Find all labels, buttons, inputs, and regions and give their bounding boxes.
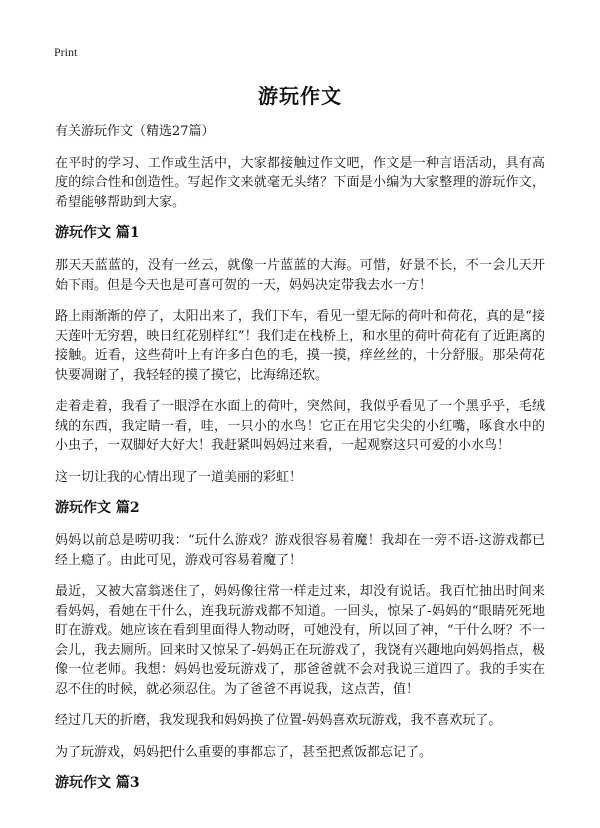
paragraph: 这一切让我的心情出现了一道美丽的彩虹！ xyxy=(55,469,303,485)
paragraph: 最近，又被大富翁迷住了，妈妈像往常一样走过来，却没有说话。我百忙抽出时间来看妈妈，看她在干什么，连我玩游戏都不知道。一回头，惊呆了-妈妈的“眼睛死死地盯在游戏。她应该在看到里面得人物动呀，可她没有，所以回了神，“干什么呀？不一会儿，我去厕所。回来时又惊呆了-妈妈正在玩游戏了，我饶有兴趣地向妈妈指点，极像一位老师。我想：妈妈也爱玩游戏了，那爸爸就不会对我说三道四了。我的手实在忍不住的时候，就必须忍住。为了爸爸不再说我，这点苦，值！ xyxy=(55,584,545,697)
section-heading: 游玩作文 篇2 xyxy=(55,500,140,516)
paragraph: 妈妈以前总是唠叨我：“玩什么游戏？游戏很容易着魔！我却在一旁不语-这游戏都已经上瘾了。由此可见，游戏可容易着魔了！ xyxy=(55,533,545,568)
intro-paragraph: 在平时的学习、工作或生活中，大家都接触过作文吧，作文是一种言语活动，具有高度的综合性和创造性。写起作文来就毫无头绪？下面是小编为大家整理的游玩作文，希望能够帮助到大家。 xyxy=(55,155,545,210)
print-label[interactable]: Print xyxy=(54,45,78,59)
paragraph: 走着走着，我看了一眼浮在水面上的荷叶，突然间，我似乎看见了一个黑乎乎，毛绒绒的东西，我定睛一看，哇，一只小的水鸟！它正在用它尖尖的小红嘴，啄食水中的小虫子，一双脚好大好大！我赶紧叫妈妈过来看，一起观察这只可爱的小水鸟！ xyxy=(55,399,545,453)
paragraph: 路上雨渐渐的停了，太阳出来了，我们下车，看见一望无际的荷叶和荷花，真的是“接天莲叶无穷碧，映日红花别样红”！我们走在栈桥上，和水里的荷叶荷花有了近距离的接触。近看，这些荷叶上有许多白色的毛，摸一摸，痒丝丝的，十分舒服。那朵荷花快要凋谢了，我轻轻的摸了摸它，比海绵还软。 xyxy=(55,309,545,383)
section-heading: 游玩作文 篇3 xyxy=(55,775,140,791)
paragraph: 那天天蓝蓝的，没有一丝云，就像一片蓝蓝的大海。可惜，好景不长，不一会儿天开始下雨。但是今天也是可喜可贺的一天，妈妈决定带我去水一方！ xyxy=(55,258,545,293)
paragraph: 为了玩游戏，妈妈把什么重要的事都忘了，甚至把煮饭都忘记了。 xyxy=(55,744,433,760)
article-body xyxy=(55,122,545,806)
paragraph: 经过几天的折磨，我发现我和妈妈换了位置-妈妈喜欢玩游戏，我不喜欢玩了。 xyxy=(55,713,502,728)
section-heading: 游玩作文 篇1 xyxy=(55,225,140,241)
subtitle: 有关游玩作文（精选27篇） xyxy=(55,124,215,139)
page-title: 游玩作文 xyxy=(258,84,342,108)
